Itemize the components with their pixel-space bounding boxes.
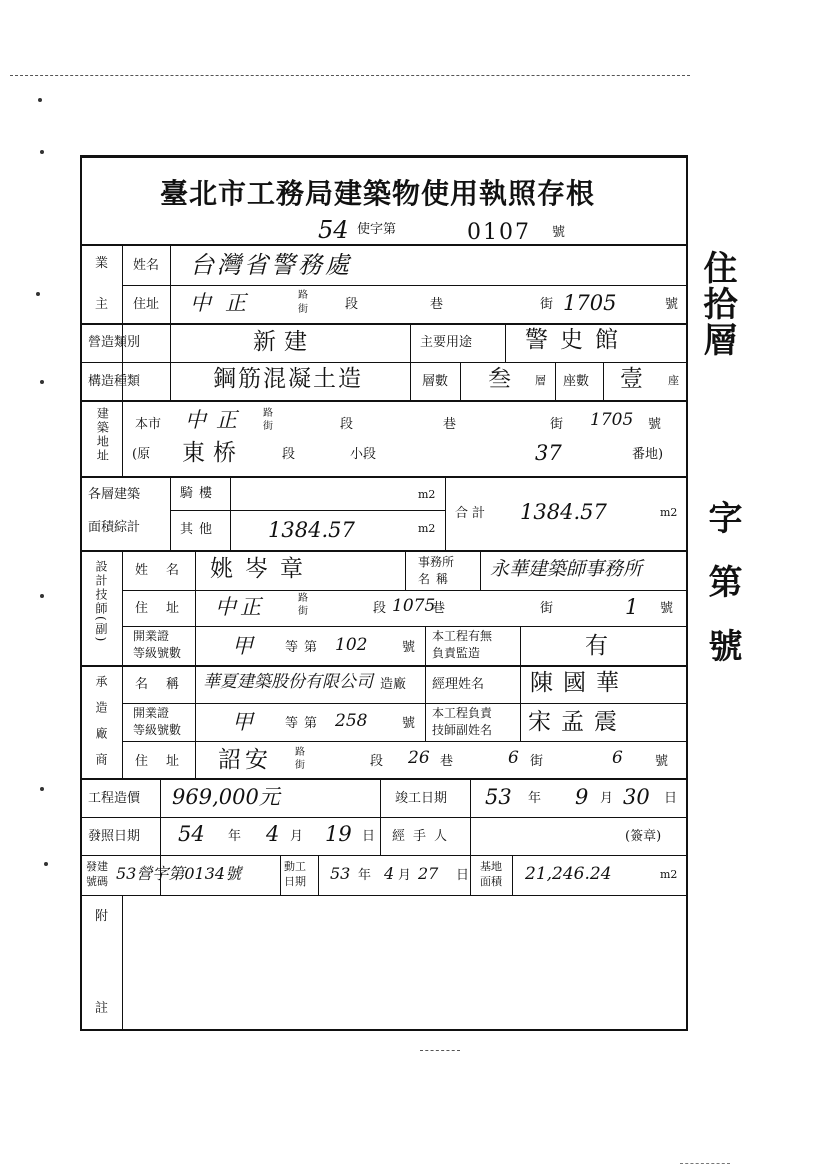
designer-license-grade: 甲 [232,634,253,658]
col-rule [445,476,446,550]
col-rule [380,778,381,818]
site-street-label: 街 [263,421,273,432]
other-area: 1384.57 [268,518,355,542]
office-label: 名稱 [418,572,455,586]
cost-label: 工程造價 [88,791,141,806]
row-rule [80,362,688,363]
col-rule [170,244,171,324]
owner-xiang: 巷 [430,297,444,312]
col-rule [512,855,513,895]
owner-name-label: 姓名 [133,258,160,273]
permit-suffix: 號 [552,225,566,240]
remarks-label: 附 [95,909,109,924]
site-road-label: 路 [263,408,273,419]
site-orig-prefix: (原 [132,447,151,462]
start-nian: 年 [358,868,372,883]
scan-speck [44,862,48,866]
contractor-duan: 段 [370,754,384,769]
row-rule [80,400,688,402]
designer-duan: 段 [373,601,387,616]
start-date-label: 日期 [284,875,306,888]
scan-speck [40,787,44,791]
contractor-addr-label: 住址 [135,754,198,769]
site-duan: 段 [340,417,354,432]
scan-edge-line [680,1163,730,1164]
other-unit: m2 [418,522,436,535]
col-rule [170,323,171,400]
permit-year: 54 [318,216,349,244]
supervise-value: 有 [585,633,608,659]
blocks-unit: 座 [668,374,679,387]
building-permit-value: 53營字第0134號 [116,864,242,883]
total-label: 合計 [455,506,490,521]
blocks-label: 座數 [563,374,590,389]
contractor-name: 華夏建築股份有限公司 [203,672,373,692]
tech-name: 宋孟震 [528,709,627,735]
site-city: 本市 [135,417,162,432]
owner-addr-label: 住址 [133,297,160,312]
row-rule [80,895,688,896]
site-duan2: 段 [282,447,296,462]
site-district: 中正 [185,408,247,432]
row-rule [122,741,688,742]
row-rule [80,550,688,552]
col-rule [230,476,231,550]
site-area-label: 基地 [480,860,502,873]
site-hao: 號 [648,417,662,432]
col-rule [170,476,171,550]
row-rule [80,665,688,667]
contractor-name-label: 名稱 [135,677,198,692]
col-rule [505,323,506,362]
scan-speck [40,150,44,154]
owner-name: 台灣省警務處 [190,251,352,279]
scan-speck [40,380,44,384]
designer-street-label: 街 [298,606,308,617]
col-rule [460,362,461,400]
designer-jie: 街 [540,601,554,616]
floors: 叁 [488,366,511,392]
issue-ri: 日 [362,829,376,844]
structure-label: 構造種類 [88,374,141,389]
arcade-label: 騎樓 [180,486,219,501]
designer-addr-no: 1 [625,595,639,619]
contractor-addr-road: 詔安 [218,747,272,773]
row-rule [80,778,688,780]
start-ri: 日 [456,868,470,883]
col-rule [425,626,426,665]
supervise-label: 本工程有無 [432,629,493,643]
col-rule [410,362,411,400]
site-orig-section: 東桥 [182,440,244,466]
completion-label: 竣工日期 [395,791,448,806]
contractor-license-label: 等級號數 [133,723,182,737]
contractor-license-no: 258 [335,711,368,731]
office-label: 事務所 [418,555,455,569]
manager-label: 經理姓名 [432,677,485,692]
row-rule [122,626,688,627]
contractor-hao: 號 [655,754,669,769]
owner-jie: 街 [540,297,554,312]
start-month: 4 [384,864,395,883]
site-lot: 37 [535,441,562,465]
designer-hao: 號 [660,601,674,616]
blocks: 壹 [620,366,643,392]
owner-duan: 段 [345,297,359,312]
page-title: 臺北市工務局建築物使用執照存根 [160,177,596,210]
designer-road-label: 路 [298,593,308,604]
designer-license-no: 102 [335,635,368,655]
margin-handwriting: 字第號 [702,500,742,692]
contractor-license-label: 開業證 [133,706,170,720]
construction-type: 新建 [253,329,315,355]
site-area-label: 面積 [480,875,502,888]
permit-number: 0107 [467,220,531,245]
designer-license-label: 等級號數 [133,646,182,660]
col-rule [122,895,123,1031]
contractor-addr-no: 6 [612,748,623,768]
handler-sign: (簽章) [625,829,662,844]
permit-form [80,155,688,1031]
site-xiaoduan: 小段 [350,447,377,462]
completion-nian: 年 [528,791,542,806]
manager-name: 陳國華 [530,670,629,696]
site-xiang: 巷 [443,417,457,432]
col-rule [122,550,123,778]
col-rule [520,665,521,741]
start-yue: 月 [398,868,412,883]
row-rule [122,703,688,704]
scan-speck [38,98,42,102]
main-use-label: 主要用途 [420,335,473,350]
issue-year: 54 [178,822,205,846]
completion-month: 9 [575,785,589,809]
designer-addr-lane: 1075 [392,596,436,616]
contractor-license-hao: 號 [402,716,416,731]
margin-handwriting: 住拾層 [697,250,737,358]
col-rule [195,550,196,778]
owner-street-label: 街 [298,304,308,315]
col-rule [555,362,556,400]
remarks-label: 註 [95,1001,109,1016]
designer-xiang: 巷 [432,601,446,616]
completion-ri: 日 [664,791,678,806]
start-date-label: 動工 [284,860,306,873]
designer-name: 姚岑章 [210,556,315,582]
floors-unit: 層 [535,374,546,387]
main-use: 警史館 [525,327,630,353]
tech-label: 本工程負責 [432,706,493,720]
scan-edge-line [420,1050,460,1051]
total-unit: m2 [660,506,678,519]
construction-type-label: 營造類別 [88,335,141,350]
building-permit-label: 號碼 [86,875,108,888]
row-rule [122,590,688,591]
completion-day: 30 [623,785,650,809]
site-jie: 街 [550,417,564,432]
start-day: 27 [418,864,439,883]
issue-nian: 年 [228,829,242,844]
office-name: 永華建築師事務所 [490,558,643,580]
owner-section-label: 業 [95,256,109,271]
contractor-addr-alley: 6 [508,748,519,768]
designer-license-hao: 號 [402,640,416,655]
owner-addr-district: 中正 [190,291,260,315]
site-section-label: 建築地址 [95,407,110,463]
supervise-label: 負責監造 [432,646,481,660]
row-rule [80,244,688,246]
scan-speck [40,594,44,598]
permit-prefix: 使字第 [357,222,397,237]
designer-license-label: 開業證 [133,629,170,643]
col-rule [480,550,481,590]
contractor-road-label: 路 [295,747,305,758]
issue-yue: 月 [290,829,304,844]
site-fandi: 番地) [632,447,664,462]
structure: 鋼筋混凝土造 [213,366,363,392]
cost-value: 969,000元 [172,785,280,809]
col-rule [405,550,406,590]
area-label: 各層建築 [88,487,141,502]
col-rule [520,626,521,665]
designer-name-label: 姓名 [135,563,198,578]
tech-label: 技師副姓名 [432,723,493,737]
contractor-license-grade: 甲 [232,710,253,734]
designer-license-deng: 等第 [285,640,324,655]
col-rule [380,817,381,855]
area-label: 面積綜計 [88,520,141,535]
col-rule [603,362,604,400]
arcade-unit: m2 [418,488,436,501]
row-rule [80,476,688,478]
row-rule [122,285,688,286]
issue-month: 4 [266,822,280,846]
site-no: 1705 [590,410,634,430]
completion-year: 53 [485,785,512,809]
col-rule [470,855,471,895]
designer-section-label: 設計技師(副) [94,560,108,644]
contractor-street-label: 街 [295,760,305,771]
col-rule [425,665,426,741]
scan-edge-line [10,75,690,76]
col-rule [470,817,471,855]
designer-addr-district: 中正 [215,595,265,619]
col-rule [318,855,319,895]
col-rule [470,778,471,818]
completion-yue: 月 [600,791,614,806]
handler-label: 經手人 [392,829,456,844]
col-rule [410,323,411,362]
owner-addr-no: 1705 [563,291,617,315]
issue-day: 19 [325,822,352,846]
contractor-addr-lane: 26 [408,748,430,768]
contractor-license-deng: 等第 [285,716,324,731]
row-rule [170,510,445,511]
col-rule [280,855,281,895]
total-area: 1384.57 [520,500,607,524]
contractor-jie: 街 [530,754,544,769]
owner-section-label: 主 [95,297,109,312]
owner-road-label: 路 [298,290,308,301]
designer-addr-label: 住址 [135,601,198,616]
row-rule [80,817,688,818]
row-rule [80,855,688,856]
site-area-value: 21,246.24 [525,864,612,884]
contractor-zaochang: 造廠 [380,677,407,692]
other-label: 其他 [180,522,219,537]
row-rule [80,323,688,325]
scan-speck [36,292,40,296]
start-year: 53 [330,864,351,883]
building-permit-label: 發建 [86,860,108,873]
owner-hao: 號 [665,297,679,312]
col-rule [122,400,123,476]
floors-label: 層數 [422,374,449,389]
contractor-xiang: 巷 [440,754,454,769]
site-area-unit: m2 [660,868,678,881]
issue-label: 發照日期 [88,829,141,844]
contractor-section-label: 承造廠商 [94,675,108,779]
